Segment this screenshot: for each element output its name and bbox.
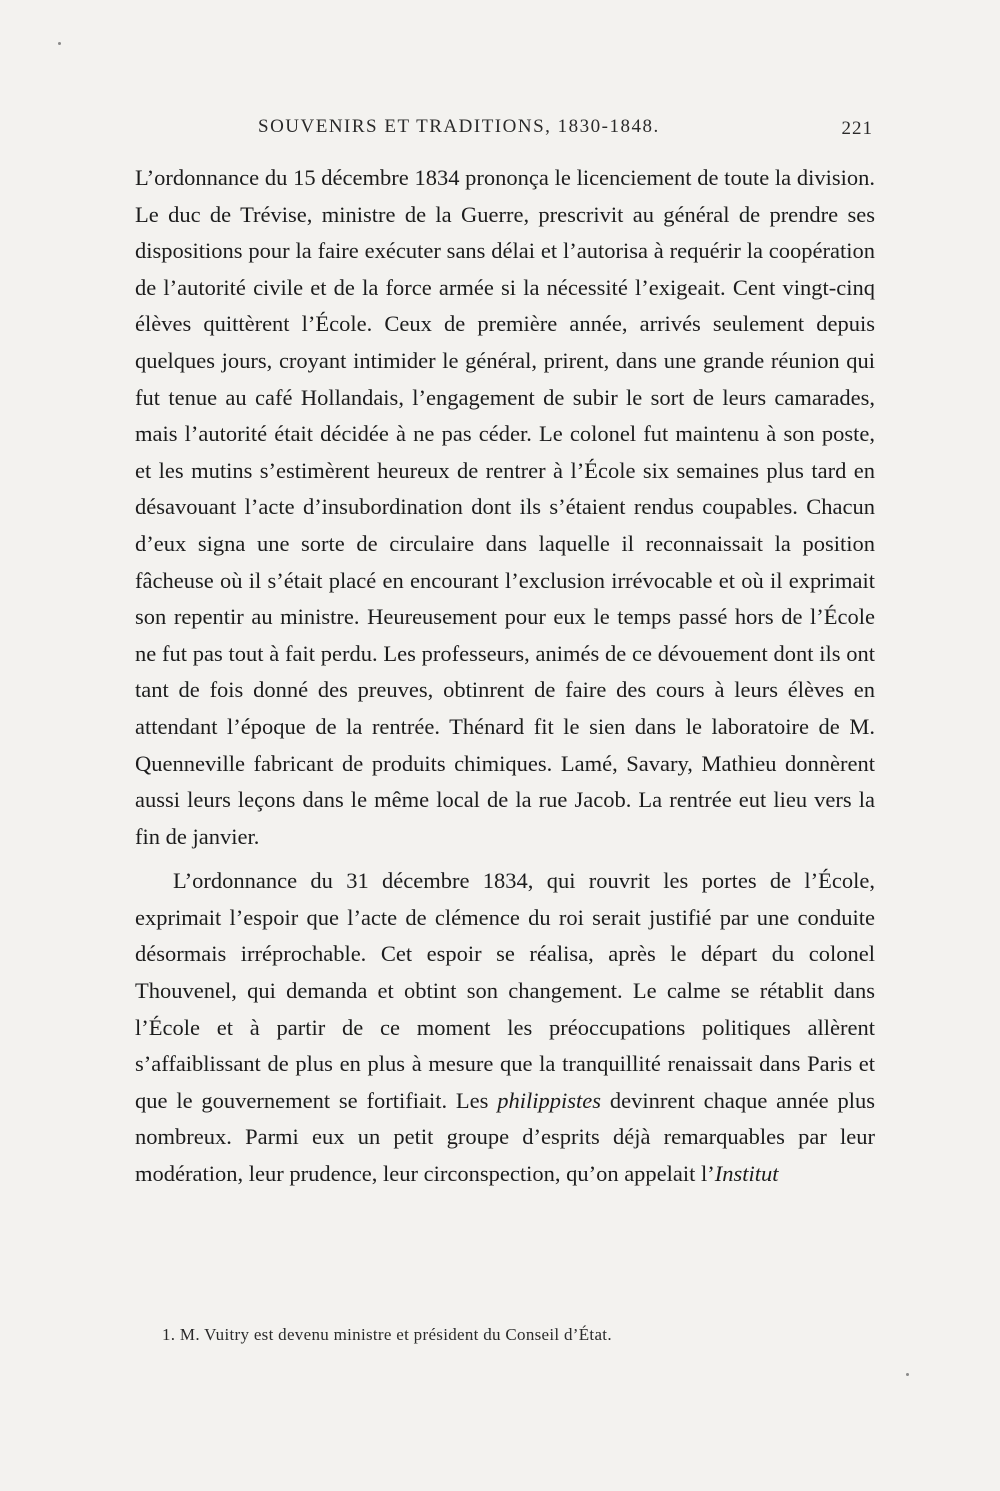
italic-term-institut: Institut: [714, 1161, 779, 1187]
paper-speck: [58, 42, 61, 45]
page-number: 221: [841, 118, 873, 139]
running-title: SOUVENIRS ET TRADITIONS, 1830-1848.: [258, 116, 660, 137]
main-text: [135, 160, 875, 1193]
italic-term-philippistes: philippistes: [497, 1087, 602, 1113]
paragraph-2-text-b: devinrent chaque année plus nombreux. Parmi eux un petit groupe d’esprits déjà remarquables par leur modération, leur prudence, leur circonspection, qu’on appelait l’: [135, 1087, 875, 1187]
paper-speck: [906, 1373, 909, 1376]
footnote: 1. M. Vuitry est devenu ministre et président du Conseil d’État.: [162, 1325, 612, 1344]
paragraph-2-text-a: L’ordonnance du 31 décembre 1834, qui rouvrit les portes de l’École, exprimait l’espoir que l’acte de clémence du roi serait justifié par une conduite désormais irréprochable. Cet espoir se réalisa, après le départ du colonel Thouvenel, qui demanda et obtint son changement. Le calme se rétablit dans l’École et à partir de ce moment les préoccupations politiques allèrent s’affaiblissant de plus en plus à mesure que la tranquillité renaissait dans Paris et que le gouvernement se fortifiait. Les: [135, 868, 875, 1113]
paragraph-2: [135, 863, 875, 1192]
paragraph-1: L’ordonnance du 15 décembre 1834 prononça le licenciement de toute la division. Le duc de Trévise, ministre de la Guerre, prescrivit au général de prendre ses dispositions pour la faire exécuter sans délai et l’autorisa à requérir la coopération de l’autorité civile et de la force armée si la nécessité l’exigeait. Cent vingt-cinq élèves quittèrent l’École. Ceux de première année, arrivés seulement depuis quelques jours, croyant intimider le général, prirent, dans une grande réunion qui fut tenue au café Hollandais, l’engagement de subir le sort de leurs camarades, mais l’autorité était décidée à ne pas céder. Le colonel fut maintenu à son poste, et les mutins s’estimèrent heureux de rentrer à l’École six semaines plus tard en désavouant l’acte d’insubordination dont ils s’étaient rendus coupables. Chacun d’eux signa une sorte de circulaire dans laquelle il reconnaissait la position fâcheuse où il s’était placé en encourant l’exclusion irrévocable et où il exprimait son repentir au ministre. Heureusement pour eux le temps passé hors de l’École ne fut pas tout à fait perdu. Les professeurs, animés de ce dévouement dont ils ont tant de fois donné des preuves, obtinrent de faire des cours à leurs élèves en attendant l’époque de la rentrée. Thénard fit le sien dans le laboratoire de M. Quenneville fabricant de produits chimiques. Lamé, Savary, Mathieu donnèrent aussi leurs leçons dans le même local de la rue Jacob. La rentrée eut lieu vers la fin de janvier.: [135, 165, 875, 849]
